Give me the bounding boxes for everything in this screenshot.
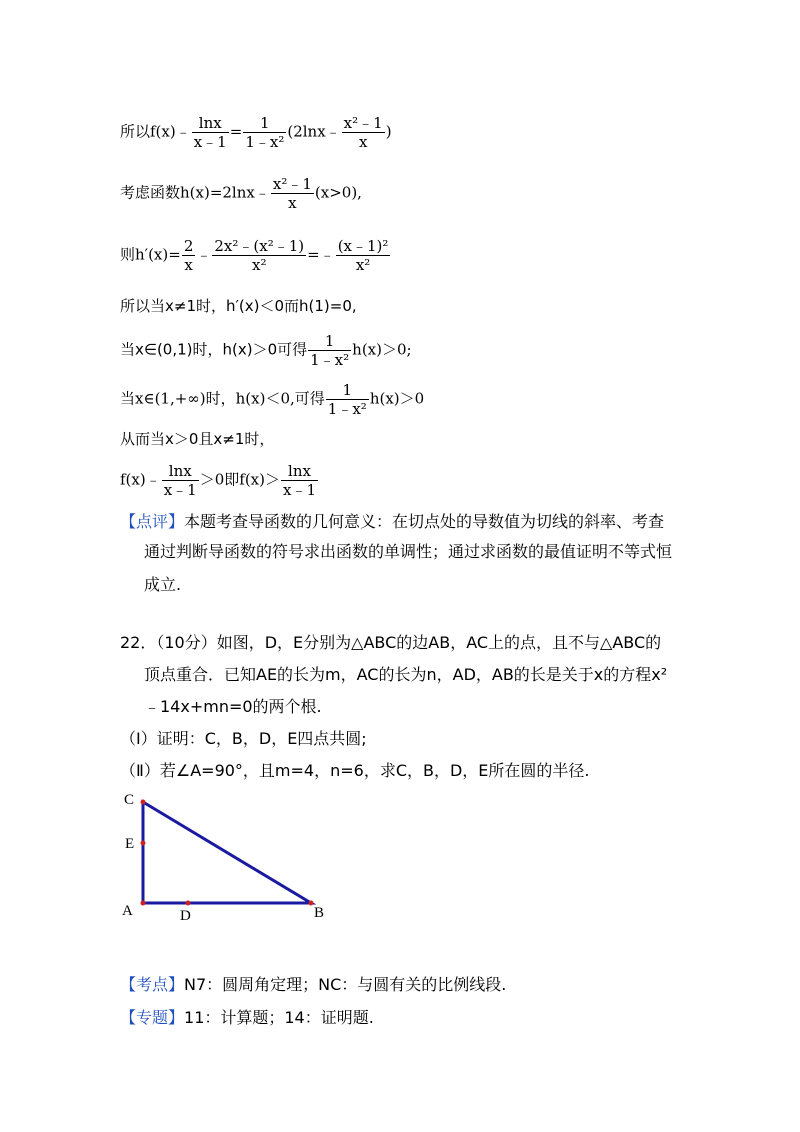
label-d: D bbox=[180, 908, 191, 924]
text: ＞0即f(x)＞ bbox=[199, 470, 280, 489]
fraction bbox=[281, 462, 318, 499]
numerator: 1 bbox=[326, 381, 369, 400]
problem-22-part-1: （Ⅰ）证明：C，B，D，E四点共圆; bbox=[120, 729, 367, 748]
denominator: 1﹣x² bbox=[327, 400, 367, 418]
fraction bbox=[336, 237, 391, 274]
comment-line-1 bbox=[120, 512, 664, 532]
text: 考虑函数h(x)=2lnx﹣ bbox=[120, 183, 270, 202]
denominator: 1﹣x² bbox=[245, 133, 285, 151]
text: 则h′(x)= bbox=[120, 245, 181, 264]
comment-text: 本题考查导函数的几何意义：在切点处的导数值为切线的斜率、考查 bbox=[184, 512, 665, 531]
fraction bbox=[342, 114, 385, 151]
triangle-abc bbox=[143, 802, 311, 903]
numerator: 2 bbox=[183, 237, 194, 255]
math-line-8 bbox=[120, 462, 319, 499]
denominator: x bbox=[288, 194, 297, 212]
math-line-2 bbox=[120, 175, 362, 212]
point-d bbox=[186, 901, 191, 906]
denominator: x bbox=[184, 256, 193, 274]
problem-22-part-2: （Ⅱ）若∠A=90°，且m=4，n=6，求C，B，D，E所在圆的半径. bbox=[120, 761, 590, 780]
kaodian-line bbox=[120, 975, 506, 995]
comment-line-2: 通过判断导函数的符号求出函数的单调性；通过求函数的最值证明不等式恒 bbox=[144, 542, 673, 561]
text: =﹣ bbox=[307, 245, 335, 264]
triangle-figure bbox=[115, 788, 345, 928]
math-line-6 bbox=[120, 381, 424, 418]
problem-22-line-3: ﹣14x+mn=0的两个根. bbox=[144, 697, 322, 716]
comment-line-3: 成立. bbox=[144, 575, 182, 594]
label-e: E bbox=[125, 836, 135, 852]
fraction bbox=[326, 381, 369, 418]
comment-tag: 【点评】 bbox=[120, 512, 185, 531]
problem-22-line-2: 顶点重合．已知AE的长为m，AC的长为n，AD，AB的长是关于x的方程x² bbox=[144, 665, 668, 684]
fraction bbox=[162, 462, 199, 499]
zhuanti-tag: 【专题】 bbox=[120, 1008, 185, 1027]
denominator: x² bbox=[252, 256, 267, 274]
fraction bbox=[182, 237, 196, 274]
numerator: lnx bbox=[162, 462, 199, 481]
math-line-1 bbox=[120, 114, 392, 151]
math-line-5 bbox=[120, 332, 412, 369]
label-b: B bbox=[314, 905, 325, 921]
point-c bbox=[141, 800, 146, 805]
fraction bbox=[243, 114, 286, 151]
text: 当x∈(1,+∞)时，h(x)＜0,可得 bbox=[120, 389, 325, 408]
numerator: x²﹣1 bbox=[343, 114, 383, 132]
text: 所以f(x)﹣ bbox=[120, 122, 191, 141]
fraction bbox=[308, 332, 351, 369]
fraction bbox=[271, 175, 314, 212]
problem-22-line-1: 22．（10分）如图，D，E分别为△ABC的边AB，AC上的点，且不与△ABC的 bbox=[120, 633, 662, 652]
denominator: x﹣1 bbox=[193, 133, 227, 151]
text: h(x)＞0; bbox=[352, 340, 412, 359]
math-line-3 bbox=[120, 237, 391, 274]
text: 当x∈(0,1)时，h(x)＞0可得 bbox=[120, 340, 308, 359]
fraction bbox=[212, 237, 306, 274]
point-a bbox=[141, 901, 146, 906]
fraction bbox=[192, 114, 229, 151]
label-a: A bbox=[122, 903, 133, 919]
numerator: (x﹣1)² bbox=[337, 237, 389, 255]
numerator: lnx bbox=[281, 462, 318, 481]
denominator: 1﹣x² bbox=[310, 351, 350, 369]
text: f(x)﹣ bbox=[120, 470, 161, 489]
numerator: 1 bbox=[243, 114, 286, 133]
text: ﹣ bbox=[196, 245, 212, 264]
denominator: x﹣1 bbox=[163, 481, 197, 499]
kaodian-text: N7：圆周角定理；NC：与圆有关的比例线段. bbox=[184, 975, 507, 994]
text: (x>0), bbox=[314, 183, 362, 202]
numerator: lnx bbox=[192, 114, 229, 133]
point-b bbox=[309, 901, 314, 906]
point-e bbox=[141, 841, 146, 846]
math-line-4: 所以当x≠1时，h′(x)＜0而h(1)=0, bbox=[120, 297, 357, 315]
kaodian-tag: 【考点】 bbox=[120, 975, 185, 994]
text: (2lnx﹣ bbox=[287, 122, 341, 141]
numerator: 1 bbox=[308, 332, 351, 351]
label-c: C bbox=[124, 792, 135, 808]
math-line-7: 从而当x＞0且x≠1时， bbox=[120, 430, 275, 448]
zhuanti-line bbox=[120, 1008, 374, 1028]
zhuanti-text: 11：计算题；14：证明题. bbox=[184, 1008, 374, 1027]
text: h(x)＞0 bbox=[369, 389, 425, 408]
text: ) bbox=[385, 122, 392, 141]
numerator: 2x²﹣(x²﹣1) bbox=[214, 237, 305, 255]
text: = bbox=[229, 122, 243, 141]
denominator: x² bbox=[355, 256, 371, 274]
denominator: x bbox=[358, 133, 368, 151]
denominator: x﹣1 bbox=[283, 481, 317, 499]
numerator: x²﹣1 bbox=[272, 175, 312, 193]
